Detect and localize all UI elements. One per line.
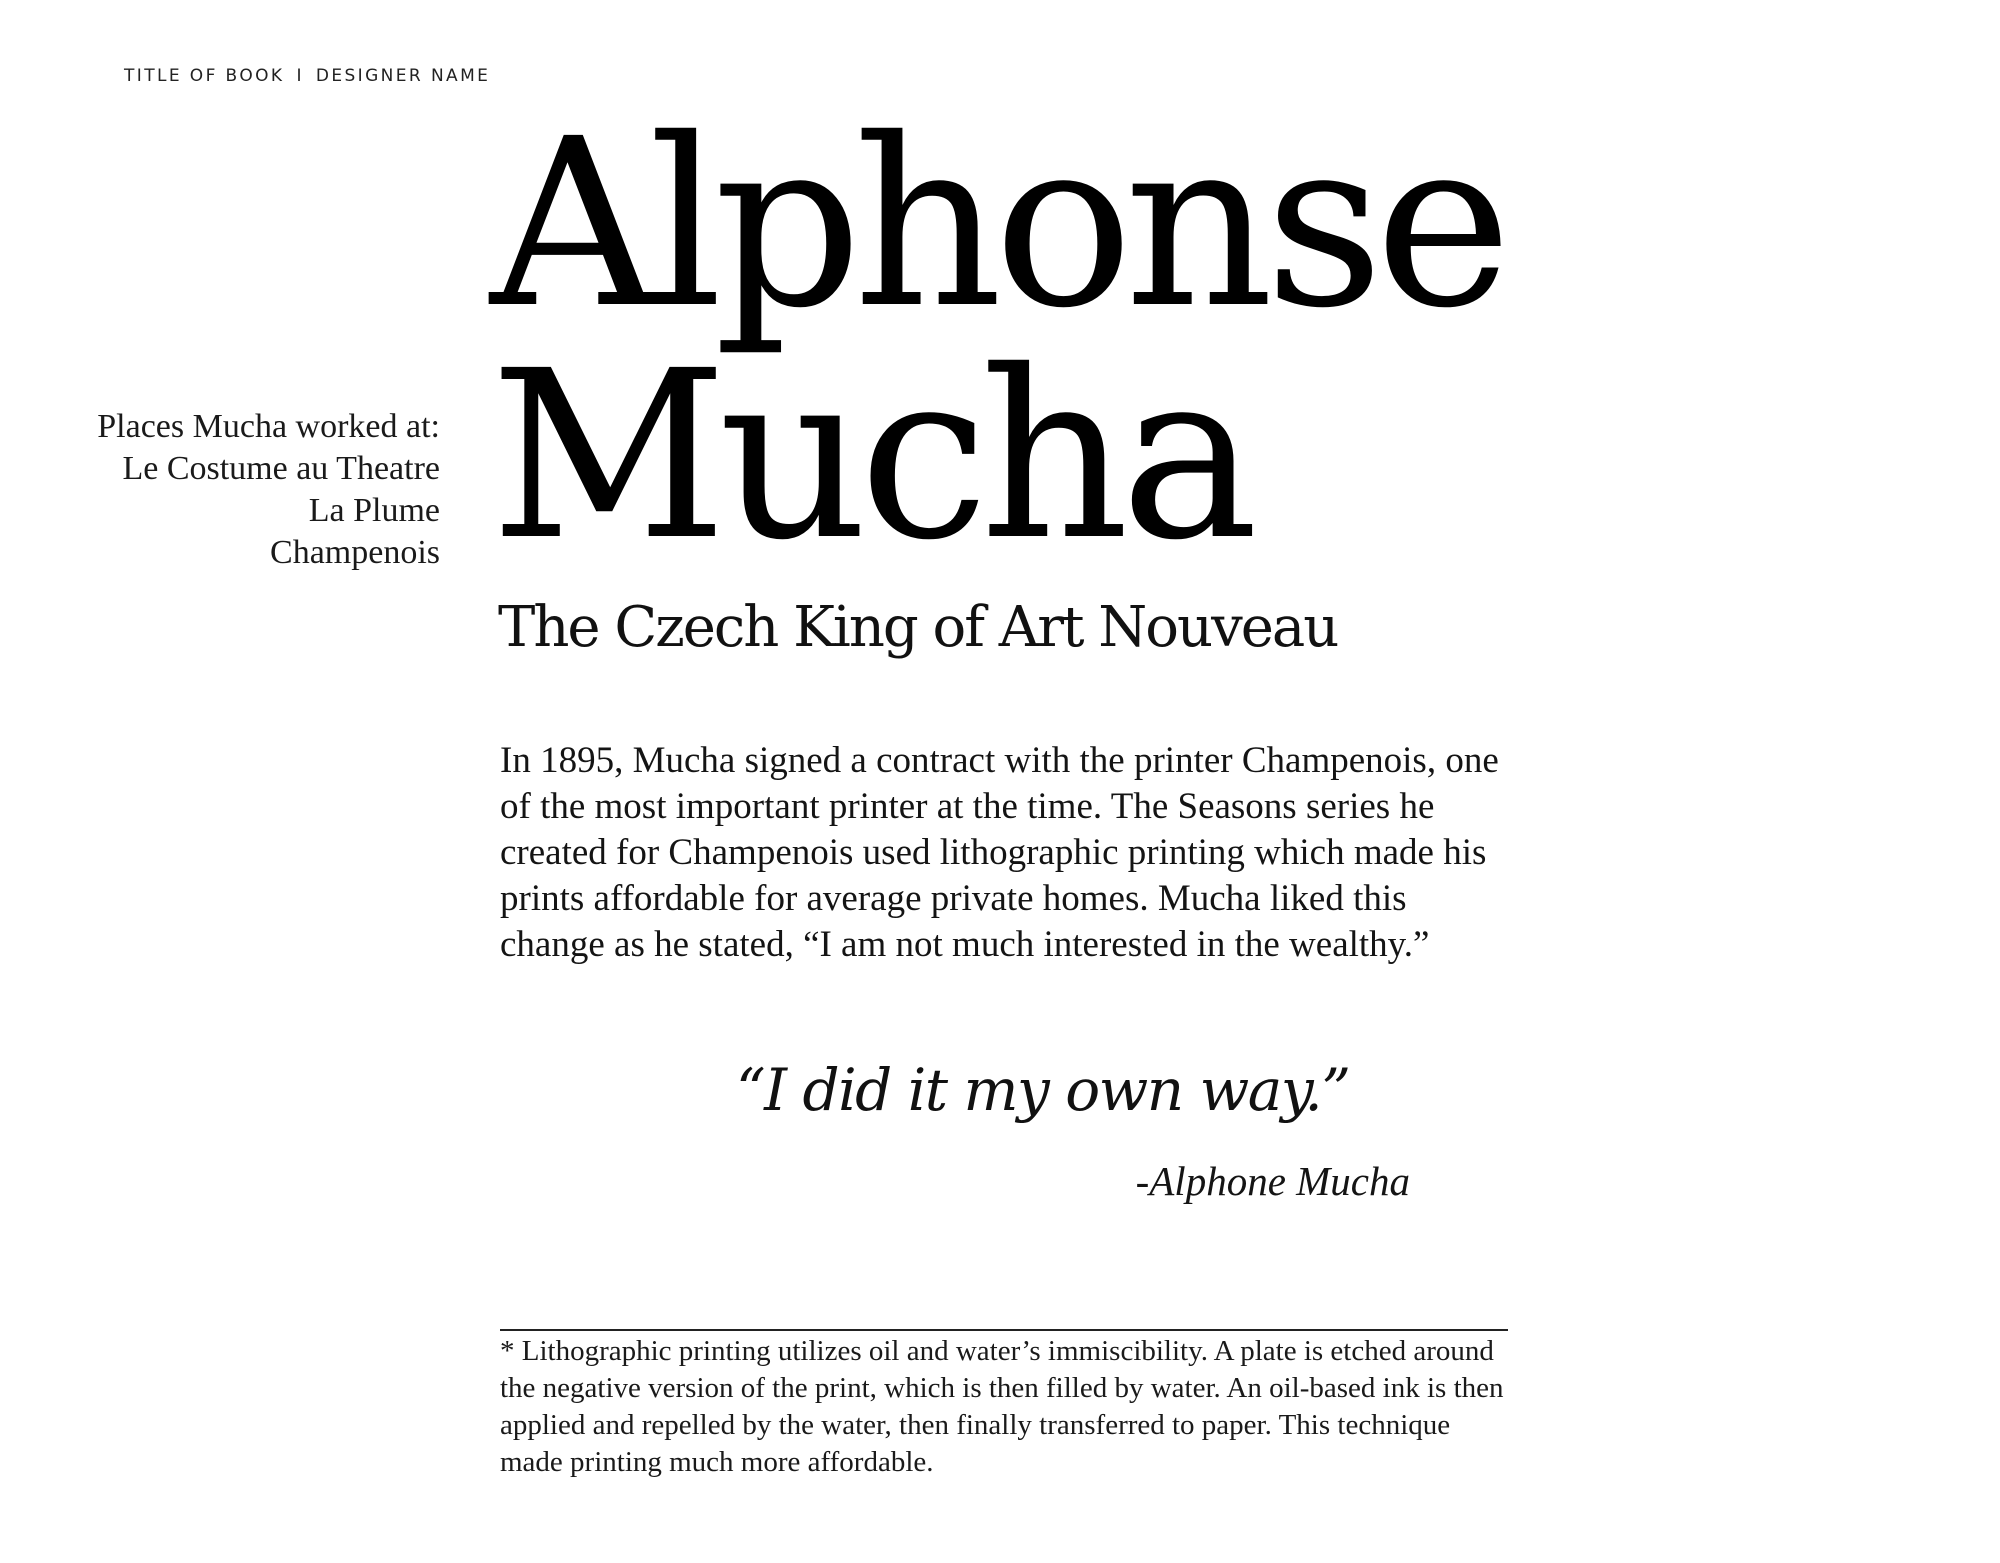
quote-attribution: -Alphone Mucha xyxy=(1135,1158,1410,1204)
body-paragraph: In 1895, Mucha signed a contract with the printer Champenois, one of the most important printer at the time. The Seasons series he created for Champenois used lithographic printing which made his prints affordable for average private homes. Mucha liked this change as he stated, “I am not much interested in the wealthy.” xyxy=(500,740,1499,965)
title-line-first-name: Alphonse xyxy=(490,89,1504,359)
sidebar-place: La Plume xyxy=(308,492,440,529)
footnote: * Lithographic printing utilizes oil and water’s immiscibility. A plate is etched around the negative version of the print, which is then filled by water. An oil-based ink is then applied and repelled by the water, then finally transferred to paper. This technique made printing much more affordable. xyxy=(500,1335,1504,1478)
title-line-last-name: Mucha xyxy=(490,321,1250,591)
running-head xyxy=(124,66,490,86)
footnote-divider xyxy=(500,1329,1508,1331)
sidebar-place: Le Costume au Theatre xyxy=(122,450,440,487)
sidebar-place: Champenois xyxy=(270,534,440,571)
sidebar-heading: Places Mucha worked at: xyxy=(97,408,440,445)
page-title xyxy=(490,89,1504,591)
sidebar-places xyxy=(20,406,440,574)
page-subtitle: The Czech King of Art Nouveau xyxy=(498,595,1338,660)
pull-quote: “I did it my own way.” xyxy=(736,1056,1350,1124)
header-separator: I xyxy=(296,66,304,86)
designer-name: DESIGNER NAME xyxy=(315,66,491,86)
book-title: TITLE OF BOOK xyxy=(124,66,285,86)
